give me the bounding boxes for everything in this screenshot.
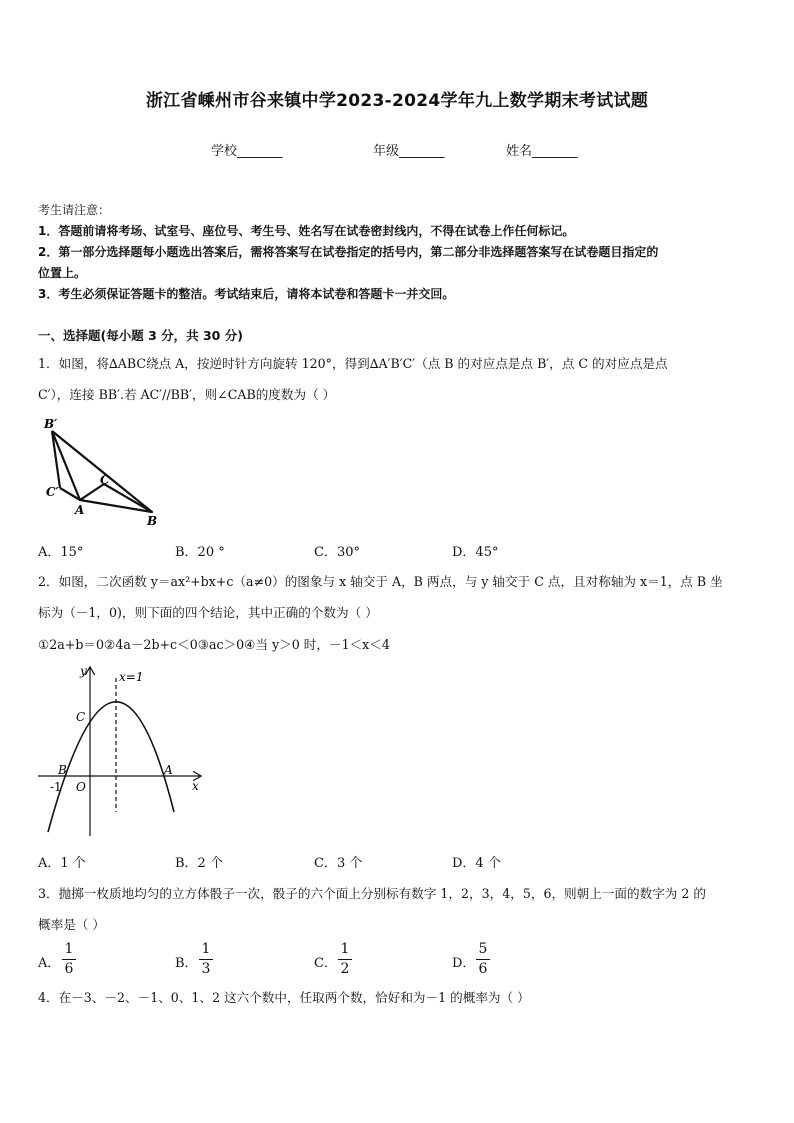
q2-parabola-figure [36,662,208,840]
label-a: A [75,503,85,517]
q1-option-a: A．15° [38,545,84,560]
notice-item: 2．第一部分选择题每小题选出答案后，需将答案写在试卷指定的括号内，第二部分非选择题答案写在试卷题目指定的 [38,245,659,259]
label-x: x [192,779,199,793]
notice-item: 位置上。 [38,266,87,280]
label-b: B [58,763,67,777]
q3-option-a-letter: A． [38,956,61,971]
q2-option-d: D．4 个 [452,856,501,871]
label-origin: O [76,780,86,794]
q1-option-d: D．45° [452,545,499,560]
q1-option-c: C．30° [314,545,360,560]
label-c-prime: C′ [46,485,59,499]
q1-triangle-figure [40,412,165,530]
label-b: B [147,514,158,528]
q3-option-d-letter: D． [452,956,476,971]
q1-text-line2: C′），连接 BB′.若 AC′//BB′，则∠CAB的度数为（ ） [38,387,336,402]
q2-text-line3: ①2a+b＝0②4a－2b+c＜0③ac＞0④当 y＞0 时，－1＜x＜4 [38,637,390,652]
label-c: C [76,710,86,724]
q2-option-a: A．1 个 [38,856,86,871]
fraction-numerator: 1 [64,941,74,957]
q2-text-line1: 2．如图，二次函数 y＝ax²+bx+c（a≠0）的图象与 x 轴交于 A，B 两点，与 y 轴交于 C 点，且对称轴为 x＝1，点 B 坐 [38,574,723,589]
parabola-curve [48,702,174,832]
fraction-numerator: 1 [201,941,211,957]
q3-option-b-letter: B． [175,956,198,971]
q2-option-b: B．2 个 [175,856,223,871]
label-axis: x=1 [119,670,144,684]
label-b-prime: B′ [44,417,58,431]
label-c: C [100,473,110,487]
fraction-denominator: 3 [201,961,211,977]
grade-field: 年级_______ [373,144,445,159]
notice-item: 1．答题前请将考场、试室号、座位号、考生号、姓名写在试卷密封线内，不得在试卷上作任何标记。 [38,224,575,238]
q1-text-line1: 1．如图，将∆ABC绕点 A，按逆时针方向旋转 120°，得到∆A′B′C′（点 B 的对应点是点 B′，点 C 的对应点是点 [38,356,668,371]
q3-text-line2: 概率是（ ） [38,917,105,932]
school-field: 学校_______ [211,144,283,159]
fraction-numerator: 5 [478,941,488,957]
label-a: A [164,763,173,777]
fraction-denominator: 2 [340,961,350,977]
q3-option-c-letter: C． [314,956,337,971]
q2-option-c: C．3 个 [314,856,363,871]
notice-heading: 考生请注意： [38,203,111,217]
section-heading: 一、选择题(每小题 3 分，共 30 分) [38,328,243,343]
fraction-denominator: 6 [64,961,74,977]
label-y: y [80,664,87,678]
q3-text-line1: 3．抛掷一枚质地均匀的立方体骰子一次，骰子的六个面上分别标有数字 1，2，3，4，5，6，则朝上一面的数字为 2 的 [38,886,707,901]
page-title: 浙江省嵊州市谷来镇中学2023-2024学年九上数学期末考试试题 [145,91,649,111]
q3-option-d-fraction [476,941,490,978]
q3-option-a-fraction [62,941,76,978]
label-minus-one: -1 [50,780,62,794]
q3-option-b-fraction [199,941,213,978]
segment-bb-prime [52,431,152,512]
q4-text-line1: 4．在－3、－2、－1、0、1、2 这六个数中，任取两个数，恰好和为－1 的概率为（ ） [38,990,530,1005]
q2-text-line2: 标为（－1，0)，则下面的四个结论，其中正确的个数为（ ） [38,605,378,620]
name-field: 姓名_______ [506,144,578,159]
q1-option-b: B．20 ° [175,545,225,560]
fraction-numerator: 1 [340,941,350,957]
notice-item: 3．考生必须保证答题卡的整洁。考试结束后，请将本试卷和答题卡一并交回。 [38,287,455,301]
fraction-denominator: 6 [478,961,488,977]
q3-option-c-fraction [338,941,352,978]
